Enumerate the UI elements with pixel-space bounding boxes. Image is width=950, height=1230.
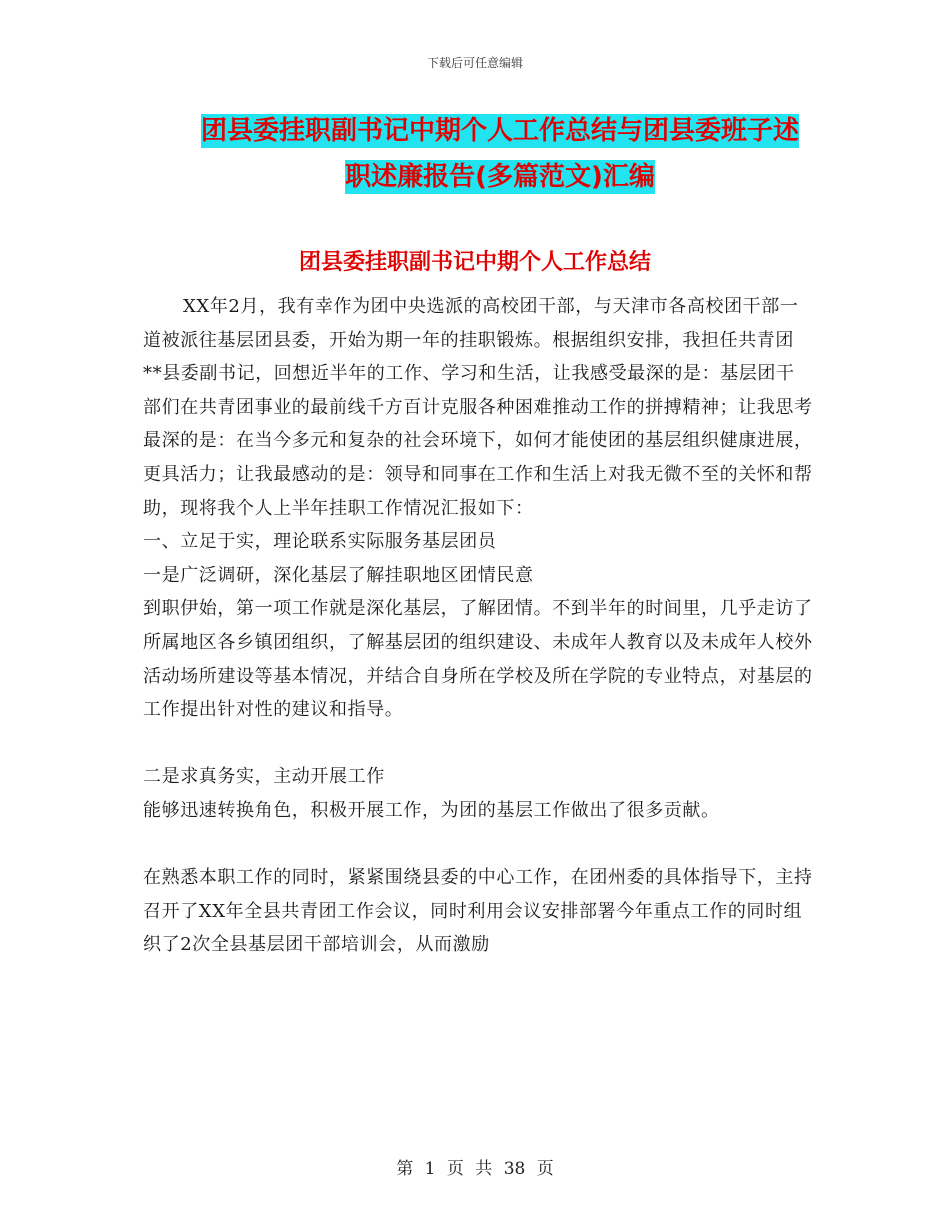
- paragraph-role: 能够迅速转换角色，积极开展工作，为团的基层工作做出了很多贡献。: [143, 799, 720, 821]
- heading-point-2: 二是求真务实，主动开展工作: [143, 766, 385, 788]
- page-number: 第 1 页 共 38 页: [396, 1159, 554, 1179]
- document-title: [140, 108, 860, 200]
- paragraph-meetings: 在熟悉本职工作的同时，紧紧围绕县委的中心工作，在团州委的具体指导下，主持召开了XX年全县共青团工作会议，同时利用会议安排部署今年重点工作的同时组织了2次全县基层团干部培训会，从而激励: [143, 867, 813, 956]
- paragraph-gap: [143, 727, 813, 761]
- page-header-note: 下载后可任意编辑: [426, 56, 523, 70]
- document-body: [143, 290, 813, 962]
- paragraph-gap: [143, 828, 813, 862]
- paragraph-intro: XX年2月，我有幸作为团中央选派的高校团干部，与天津市各高校团干部一道被派往基层团县委，开始为期一年的挂职锻炼。根据组织安排，我担任共青团**县委副书记，回想近半年的工作、学习和生活，让我感受最深的是：基层团干部们在共青团事业的最前线千方百计克服各种困难推动工作的拼搏精神；让我思考最深的是：在当今多元和复杂的社会环境下，如何才能使团的基层组织健康进展，更具活力；让我最感动的是：领导和同事在工作和生活上对我无微不至的关怀和帮助，现将我个人上半年挂职工作情况汇报如下：: [143, 296, 813, 519]
- document-title-line-1: 团县委挂职副书记中期个人工作总结与团县委班子述: [200, 116, 799, 146]
- heading-point-1: 一是广泛调研，深化基层了解挂职地区团情民意: [143, 564, 534, 586]
- heading-level-1: 一、立足于实，理论联系实际服务基层团员: [143, 531, 497, 553]
- document-title-line-2: 职述廉报告(多篇范文)汇编: [345, 162, 655, 192]
- section-title: 团县委挂职副书记中期个人工作总结: [298, 250, 651, 275]
- paragraph-research: 到职伊始，第一项工作就是深化基层，了解团情。不到半年的时间里，几乎走访了所属地区各乡镇团组织，了解基层团的组织建设、未成年人教育以及未成年人校外活动场所建设等基本情况，并结合自身所在学校及所在学院的专业特点，对基层的工作提出针对性的建议和指导。: [143, 598, 813, 721]
